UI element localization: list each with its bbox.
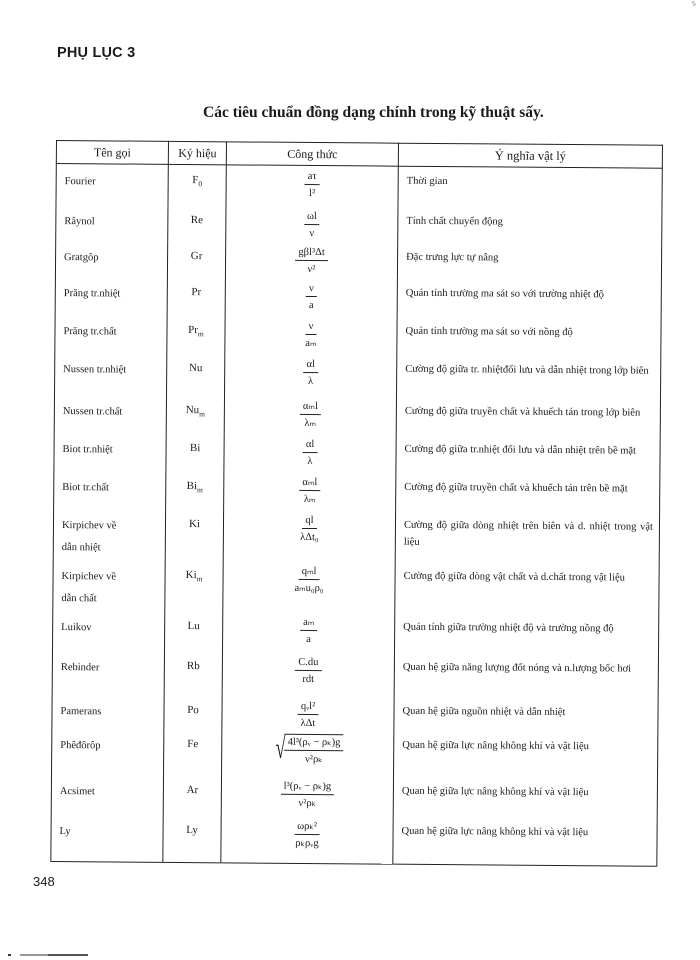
criterion-name-line: dẫn chất [61, 592, 97, 604]
symbol-main: Bi [186, 479, 198, 492]
criterion-name-line: Fourier [64, 176, 96, 188]
criterion-name [54, 469, 166, 508]
table-caption: Các tiêu chuẩn đồng dạng chính trong kỹ thuật sấy. [203, 104, 544, 121]
criterion-name-line: Ly [59, 825, 71, 837]
criterion-formula [224, 433, 396, 472]
criterion-symbol [165, 559, 223, 610]
symbol-subscript: m [197, 484, 203, 494]
formula-denominator: ρₖρᵥg [295, 837, 319, 849]
symbol-main: Ki [188, 517, 201, 530]
formula-denominator: λΔt₀ [300, 531, 319, 543]
formula-numerator: aτ [305, 170, 320, 185]
formula-fraction [284, 735, 343, 765]
criterion-symbol [166, 394, 224, 432]
formula-denominator: λΔt [300, 717, 316, 729]
formula-denominator: λ [308, 375, 314, 387]
table-row [51, 773, 657, 818]
criterion-symbol [166, 432, 224, 470]
table-row [54, 393, 660, 436]
formula-numerator: 4l³(ρᵥ − ρₖ)g [285, 735, 344, 750]
criterion-name [53, 558, 165, 610]
criterion-name-line: Luikov [61, 621, 92, 633]
symbol-main: Ki [185, 568, 197, 581]
criterion-formula [225, 241, 397, 278]
header-symbol: Ký hiệu [168, 141, 226, 164]
formula-numerator: ν [306, 319, 317, 334]
criterion-symbol [164, 610, 222, 650]
criterion-name [56, 204, 168, 241]
criterion-formula [221, 815, 393, 864]
criterion-formula [223, 509, 395, 561]
criterion-name [55, 275, 167, 314]
criterion-name [54, 431, 166, 470]
symbol-main: Pr [188, 323, 199, 336]
criterion-formula [222, 695, 394, 730]
criterion-formula [223, 560, 395, 612]
table-body [51, 164, 662, 867]
table-row [56, 204, 662, 245]
formula-denominator: λ [307, 455, 313, 467]
physical-meaning: Cường độ giữa tr.nhiệt đối lưu và dẫn nhiệt trên bề mặt [396, 434, 660, 474]
criterion-symbol [167, 352, 225, 394]
formula-numerator: ωρₖ² [294, 819, 320, 834]
physical-meaning: Cường độ giữa dòng nhiệt trên biên và d. nhiệt trong vật liệu [395, 510, 659, 563]
table-row [51, 813, 657, 866]
criterion-name [53, 507, 165, 559]
formula-numerator: αₘl [300, 399, 321, 414]
square-root [272, 733, 343, 766]
criterion-name-line: Gratgôp [64, 251, 99, 263]
formula-numerator: αl [303, 357, 318, 372]
formula-numerator: αₘl [299, 475, 320, 490]
criterion-name-line: Kirpichev về [61, 519, 117, 531]
criterion-formula [222, 651, 394, 696]
physical-meaning: Quan hệ giữa nguồn nhiệt và dẫn nhiệt [394, 696, 658, 732]
table-row [55, 240, 661, 281]
formula-fraction [280, 779, 334, 809]
formula-numerator: qₘl [299, 564, 320, 579]
table-row [54, 469, 660, 512]
criterion-symbol [164, 694, 222, 728]
symbol-main: Ly [186, 823, 198, 836]
symbol-subscript: m [199, 408, 206, 418]
criterion-symbol [167, 276, 225, 314]
criterion-formula [222, 611, 394, 652]
formula-denominator: ν²ρₖ [298, 797, 317, 809]
table-row [53, 507, 659, 563]
criterion-name-line: Prăng tr.chất [63, 325, 117, 337]
symbol-main: Fe [187, 737, 199, 750]
physical-meaning: Quán tính trường ma sát so với trường nhiệt độ [397, 278, 661, 318]
formula-numerator: ν [306, 281, 317, 296]
symbol-main: Po [187, 703, 199, 716]
formula-denominator: λₘ [304, 417, 317, 429]
criterion-name-line: Râynol [64, 215, 95, 227]
formula-fraction [298, 699, 319, 729]
formula-numerator: ωl [304, 209, 320, 224]
criterion-name [55, 313, 167, 352]
formula-numerator: gβl³Δt [295, 245, 327, 260]
symbol-main: F [192, 174, 199, 187]
criterion-name [52, 609, 164, 650]
criterion-formula [221, 775, 393, 816]
criterion-name-line: Rebinder [60, 661, 100, 673]
criterion-symbol [163, 774, 221, 814]
formula-denominator: ν² [307, 263, 316, 275]
symbol-main: Gr [190, 249, 203, 262]
criterion-name [52, 727, 164, 774]
similarity-criteria-table [50, 140, 663, 867]
criterion-symbol [166, 470, 224, 508]
formula-fraction [294, 819, 320, 849]
symbol-main: Bi [189, 441, 201, 454]
criterion-name [51, 813, 163, 862]
physical-meaning: Quan hệ giữa lực nâng không khí và vật liệu [393, 776, 657, 818]
physical-meaning: Quán tính trường ma sát so với nồng độ [397, 316, 661, 356]
formula-numerator: αl [303, 437, 318, 452]
formula-fraction [303, 437, 318, 467]
formula-fraction [300, 513, 319, 543]
formula-denominator: a [308, 299, 314, 311]
criterion-name-line: Acsimet [59, 785, 95, 797]
criterion-name-line: Phêđôrôp [60, 739, 101, 751]
header-formula: Công thức [226, 142, 398, 166]
criterion-symbol [164, 650, 222, 694]
criterion-formula [224, 471, 396, 510]
formula-fraction [294, 564, 323, 594]
table-row [56, 164, 662, 209]
criterion-name-line: dẫn nhiệt [61, 541, 101, 553]
physical-meaning: Cường độ giữa truyền chất và khuếch tán trong lớp biên [396, 396, 660, 436]
symbol-main: Pr [191, 285, 202, 298]
formula-numerator: ql [302, 513, 316, 528]
criterion-symbol [165, 508, 223, 559]
symbol-main: Lu [187, 619, 200, 632]
physical-meaning: Cường độ giữa tr. nhiệtđối lưu và dẫn nhiệt trong lớp biên [396, 354, 660, 398]
table-row [52, 609, 658, 654]
criterion-name [52, 693, 164, 728]
radical-sign-icon: √ [275, 731, 286, 765]
table-row [55, 275, 661, 318]
table-row [52, 693, 658, 732]
criterion-symbol [163, 814, 221, 862]
criterion-symbol [168, 164, 226, 204]
criterion-name-line: Nussen tr.nhiệt [63, 363, 127, 376]
physical-meaning: Quán tính giữa trường nhiệt độ và trường nồng độ [394, 612, 658, 654]
criterion-formula [226, 165, 398, 206]
symbol-subscript: m [197, 328, 204, 338]
physical-meaning: Quan hệ giữa năng lượng đốt nóng và n.lượng bốc hơi [394, 652, 658, 698]
formula-fraction [295, 655, 321, 685]
physical-meaning: Quan hệ giữa lực nâng không khí và vật liệu [394, 730, 658, 778]
criterion-name-line: Biot tr.chất [62, 481, 109, 493]
formula-denominator: rdt [302, 673, 315, 685]
formula-denominator: ν²ρₖ [305, 753, 323, 765]
table-row [52, 649, 658, 698]
physical-meaning: Đặc trưng lực tự nâng [397, 242, 661, 280]
radicand [284, 733, 343, 765]
physical-meaning: Cường độ giữa truyền chất và khuếch tán trên bề mặt [396, 472, 660, 512]
criterion-formula [226, 205, 398, 242]
formula-denominator: λₘ [303, 493, 316, 505]
formula-fraction [303, 357, 318, 387]
symbol-main: Ar [186, 783, 199, 796]
formula-denominator: l² [308, 187, 316, 200]
table-row [53, 558, 659, 614]
criterion-name-line: Biot tr.nhiệt [62, 443, 113, 455]
criterion-name [52, 649, 164, 694]
criterion-symbol [167, 314, 225, 352]
criterion-formula [225, 315, 397, 354]
criterion-name [56, 164, 168, 205]
formula-denominator: aₘu₀ρ₀ [294, 582, 324, 594]
symbol-main: Rb [186, 659, 200, 672]
scan-edge-mark [8, 954, 88, 956]
symbol-subscript: m [196, 573, 203, 583]
symbol-main: Nu [185, 403, 200, 416]
physical-meaning: Cường độ giữa dòng vật chất và d.chất trong vật liệu [395, 561, 659, 614]
criterion-name-line: Kirpichev về [61, 570, 117, 582]
table-row [52, 727, 658, 778]
criterion-name-line: Nussen tr.chất [62, 405, 123, 418]
table-row [55, 351, 661, 398]
header-name: Tên gọi [56, 141, 168, 165]
criterion-name [54, 393, 166, 432]
criterion-name [55, 240, 167, 277]
physical-meaning: Quan hệ giữa lực nâng không khí và vật liệu [393, 816, 657, 866]
formula-fraction [299, 475, 320, 505]
criterion-symbol [167, 240, 225, 276]
criterion-symbol [164, 728, 222, 774]
physical-meaning: Thời gian [398, 166, 662, 208]
criterion-symbol [168, 204, 226, 240]
criterion-formula [225, 277, 397, 316]
criterion-name [55, 351, 167, 394]
page-number: 348 [33, 874, 55, 889]
formula-denominator: a [306, 633, 311, 645]
header-meaning: Ý nghĩa vật lý [398, 143, 662, 168]
formula-numerator: C.du [295, 655, 321, 670]
formula-fraction [300, 399, 321, 429]
formula-fraction [304, 209, 320, 239]
scan-corner-mark: es [689, 0, 698, 8]
formula-fraction [295, 245, 328, 275]
formula-fraction [306, 281, 317, 311]
physical-meaning: Tính chất chuyển động [398, 206, 662, 244]
formula-denominator: aₘ [305, 337, 317, 349]
criterion-formula [225, 353, 397, 396]
formula-denominator: ν [309, 227, 315, 239]
criterion-name-line: Prăng tr.nhiệt [63, 287, 121, 300]
similarity-criteria-table-wrapper [50, 140, 662, 867]
formula-fraction [300, 615, 317, 645]
table-row [55, 313, 661, 356]
formula-numerator: qᵥl² [298, 699, 319, 714]
symbol-subscript: 0 [198, 179, 203, 189]
symbol-main: Re [190, 213, 204, 226]
criterion-name [51, 773, 163, 814]
formula-fraction [305, 170, 320, 200]
formula-numerator: aₘ [300, 615, 317, 630]
table-row [54, 431, 660, 474]
criterion-formula [224, 395, 396, 434]
criterion-formula [222, 729, 394, 776]
appendix-title: PHỤ LỤC 3 [57, 45, 136, 61]
criterion-name-line: Pamerans [60, 705, 102, 717]
formula-fraction [305, 319, 316, 349]
formula-numerator: l³(ρᵥ − ρₖ)g [281, 779, 335, 794]
symbol-main: Nu [188, 361, 203, 374]
